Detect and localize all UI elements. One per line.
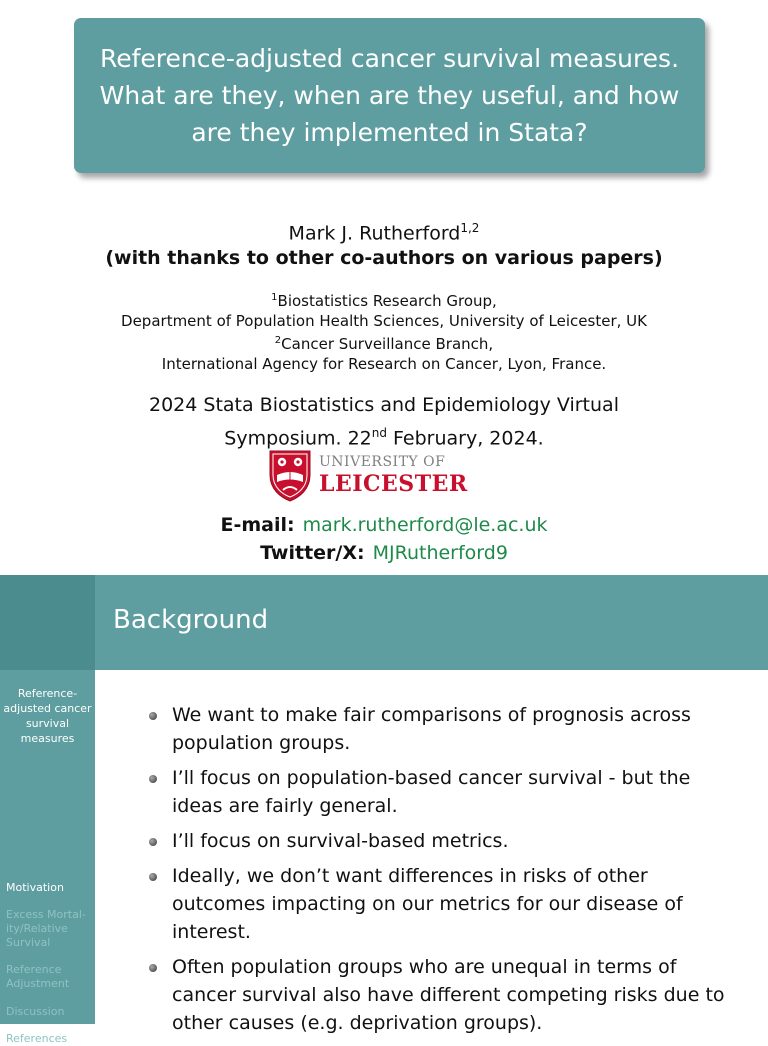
sidebar-presentation-title[interactable]: Reference-adjusted cancer survival measures <box>3 687 92 745</box>
affil-2-sup: 2 <box>274 335 282 346</box>
frame-title: Background <box>113 605 269 635</box>
logo-leicester: LEICESTER <box>319 471 468 497</box>
affil-2 <box>0 331 768 354</box>
event-line-1: 2024 Stata Biostatistics and Epidemiology Virtual <box>149 394 619 416</box>
sidebar-item-reference-adjustment[interactable] <box>6 963 86 991</box>
email-row <box>0 514 768 536</box>
title-line-1: Reference-adjusted cancer survival measures. <box>99 44 680 73</box>
author-affil-sup: 1,2 <box>460 221 480 235</box>
affil-1-text: Biostatistics Research Group, <box>277 292 497 310</box>
presentation-title-box <box>74 18 705 173</box>
sidebar-header <box>0 575 95 670</box>
frame-title-bar <box>95 575 768 670</box>
author-block <box>0 216 768 271</box>
email-label: E-mail: <box>220 514 295 536</box>
sidebar-item-excess-mortality-label: Excess Mortal-ity/Relative Survival <box>6 908 86 949</box>
affil-1-sup: 1 <box>271 292 278 303</box>
affil-2-text: Cancer Surveillance Branch, <box>281 335 494 353</box>
twitter-label: Twitter/X: <box>260 542 365 564</box>
email-link[interactable]: mark.rutherford@le.ac.uk <box>302 514 548 536</box>
university-logo <box>268 449 468 503</box>
sidebar-item-references[interactable]: References <box>6 1032 68 1045</box>
bullet-item: Ideally, we don’t want differences in risks of other outcomes impacting on our metrics for our disease of interest. <box>145 862 745 946</box>
title-line-3: are they implemented in Stata? <box>191 118 588 147</box>
event-info <box>0 391 768 452</box>
affiliations <box>0 288 768 374</box>
bullet-item: Often population groups who are unequal in terms of cancer survival also have different competing risks due to other causes (e.g. deprivation groups). <box>145 953 745 1037</box>
bullet-item: We want to make fair comparisons of prognosis across population groups. <box>145 701 745 757</box>
background-bullet-list <box>145 701 745 1044</box>
author-name: Mark J. Rutherford <box>288 222 461 245</box>
sidebar-item-motivation[interactable]: Motivation <box>6 881 64 894</box>
logo-university-of: UNIVERSITY OF <box>319 454 446 470</box>
event-date-post: February, 2024. <box>387 427 544 450</box>
event-date-pre: Symposium. 22 <box>224 427 372 450</box>
affil-1 <box>0 288 768 311</box>
sidebar-item-reference-adjustment-label: Reference Adjustment <box>6 963 70 990</box>
event-date-sup: nd <box>371 426 387 440</box>
leicester-crest-icon <box>268 449 312 503</box>
sidebar-item-discussion[interactable]: Discussion <box>6 1005 65 1018</box>
presentation-title <box>78 40 702 151</box>
sidebar-item-excess-mortality[interactable] <box>6 908 92 950</box>
affil-2-org: International Agency for Research on Cancer, Lyon, France. <box>161 355 607 373</box>
bullet-item: I’ll focus on population-based cancer survival - but the ideas are fairly general. <box>145 764 745 820</box>
author-thanks: (with thanks to other co-authors on various papers) <box>105 247 663 270</box>
twitter-row <box>0 542 768 564</box>
bullet-item: I’ll focus on survival-based metrics. <box>145 827 745 855</box>
affil-1-dept: Department of Population Health Sciences, University of Leicester, UK <box>121 312 647 330</box>
author-name-line <box>0 216 768 246</box>
background-slide <box>0 575 768 1045</box>
twitter-link[interactable]: MJRutherford9 <box>372 542 508 564</box>
sidebar <box>0 670 95 1045</box>
title-line-2: What are they, when are they useful, and how <box>99 81 680 110</box>
event-line-2 <box>0 419 768 452</box>
